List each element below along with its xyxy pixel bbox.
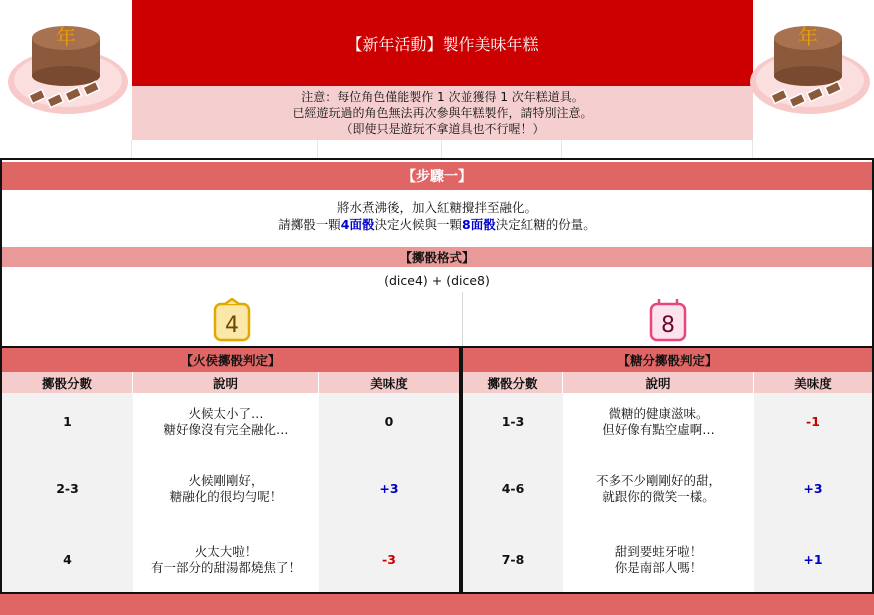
header-desc: 說明: [133, 372, 319, 393]
step-one-section: [0, 158, 874, 346]
value-cell: +3: [379, 481, 399, 496]
desc-cell: 不多不少剛剛好的甜， 就跟你的微笑一樣。: [563, 451, 754, 527]
note-line: （即使只是遊玩不拿道具也不行喔！）: [340, 122, 545, 136]
svg-text:年: 年: [798, 25, 818, 49]
spacer-cell: [318, 140, 442, 158]
svg-text:8: 8: [660, 313, 675, 338]
score-cell: 4-6: [501, 481, 525, 496]
header-score: 擲骰分數: [2, 372, 133, 393]
svg-text:4: 4: [225, 313, 239, 338]
d8-icon: [649, 298, 687, 342]
dice-formula: (dice4) + (dice8): [384, 272, 490, 288]
score-cell: 4: [63, 551, 72, 567]
spacer-cell: [132, 140, 318, 158]
table-row: [2, 451, 459, 527]
svg-text:年: 年: [56, 25, 76, 49]
sugar-table-header: [463, 372, 872, 393]
dice-icons-row: [2, 292, 872, 348]
dice-cell-d4: [2, 292, 462, 348]
score-cell: 7-8: [501, 551, 525, 567]
fire-judgement-table: [0, 346, 461, 594]
spacer-cell: [0, 140, 132, 158]
cake-icon: [742, 0, 874, 140]
dice-format-title: 【擲骰格式】: [2, 247, 872, 267]
footer-band: [0, 594, 874, 615]
cake-illustration-left: [0, 0, 132, 140]
dice-cell-d8: [463, 292, 872, 348]
d4-icon: [213, 298, 251, 342]
table-row: [463, 451, 872, 527]
cake-icon: [0, 0, 132, 140]
spacer-cell: [442, 140, 562, 158]
spacer-cell: [562, 140, 753, 158]
score-cell: 1-3: [501, 414, 525, 429]
event-notes: [132, 86, 753, 140]
value-cell: 0: [384, 414, 394, 429]
d4-mention: 4面骰: [340, 217, 375, 232]
spacer-cell: [753, 140, 874, 158]
desc-cell: 火候剛剛好， 糖融化的很均勻呢！: [133, 451, 319, 527]
value-cell: +1: [803, 551, 823, 567]
step-instructions: [2, 194, 872, 238]
desc-cell: 火候太小了… 糖好像沒有完全融化…: [133, 393, 319, 451]
header-desc: 說明: [563, 372, 754, 393]
fire-table-title: 【火侯擲骰判定】: [2, 348, 459, 372]
table-row: [463, 393, 872, 451]
value-cell: +3: [803, 481, 823, 496]
event-header: [0, 0, 874, 158]
note-line: 注意：每位角色僅能製作 1 次並獲得 1 次年糕道具。: [301, 90, 584, 104]
header-score: 擲骰分數: [463, 372, 563, 393]
desc-cell: 微糖的健康滋味。 但好像有點空虛啊…: [563, 393, 754, 451]
fire-table-header: [2, 372, 459, 393]
score-cell: 2-3: [56, 481, 79, 496]
desc-cell: 甜到要蛀牙啦！ 你是南部人嗎！: [563, 527, 754, 592]
cake-illustration-right: [742, 0, 874, 140]
header-value: 美味度: [794, 375, 832, 391]
step-title: 【步驟一】: [2, 162, 872, 190]
step-line-2: 請擲骰一顆4面骰決定火候與一顆8面骰決定紅糖的份量。: [278, 217, 596, 232]
score-cell: 1: [63, 414, 72, 429]
value-cell: -1: [806, 414, 820, 429]
step-line-1: 將水煮沸後，加入紅糖攪拌至融化。: [336, 200, 537, 215]
value-cell: -3: [382, 551, 396, 567]
desc-cell: 火太大啦！ 有一部分的甜湯都燒焦了！: [133, 527, 319, 592]
sugar-table-title: 【糖分擲骰判定】: [463, 348, 872, 372]
table-row: [2, 393, 459, 451]
header-value: 美味度: [370, 375, 408, 391]
table-row: [463, 527, 872, 592]
table-row: [2, 527, 459, 592]
d8-mention: 8面骰: [462, 217, 496, 232]
note-line: 已經遊玩過的角色無法再次參與年糕製作，請特別注意。: [292, 106, 593, 120]
event-title: 【新年活動】製作美味年糕: [132, 0, 753, 86]
sugar-judgement-table: [461, 346, 874, 594]
